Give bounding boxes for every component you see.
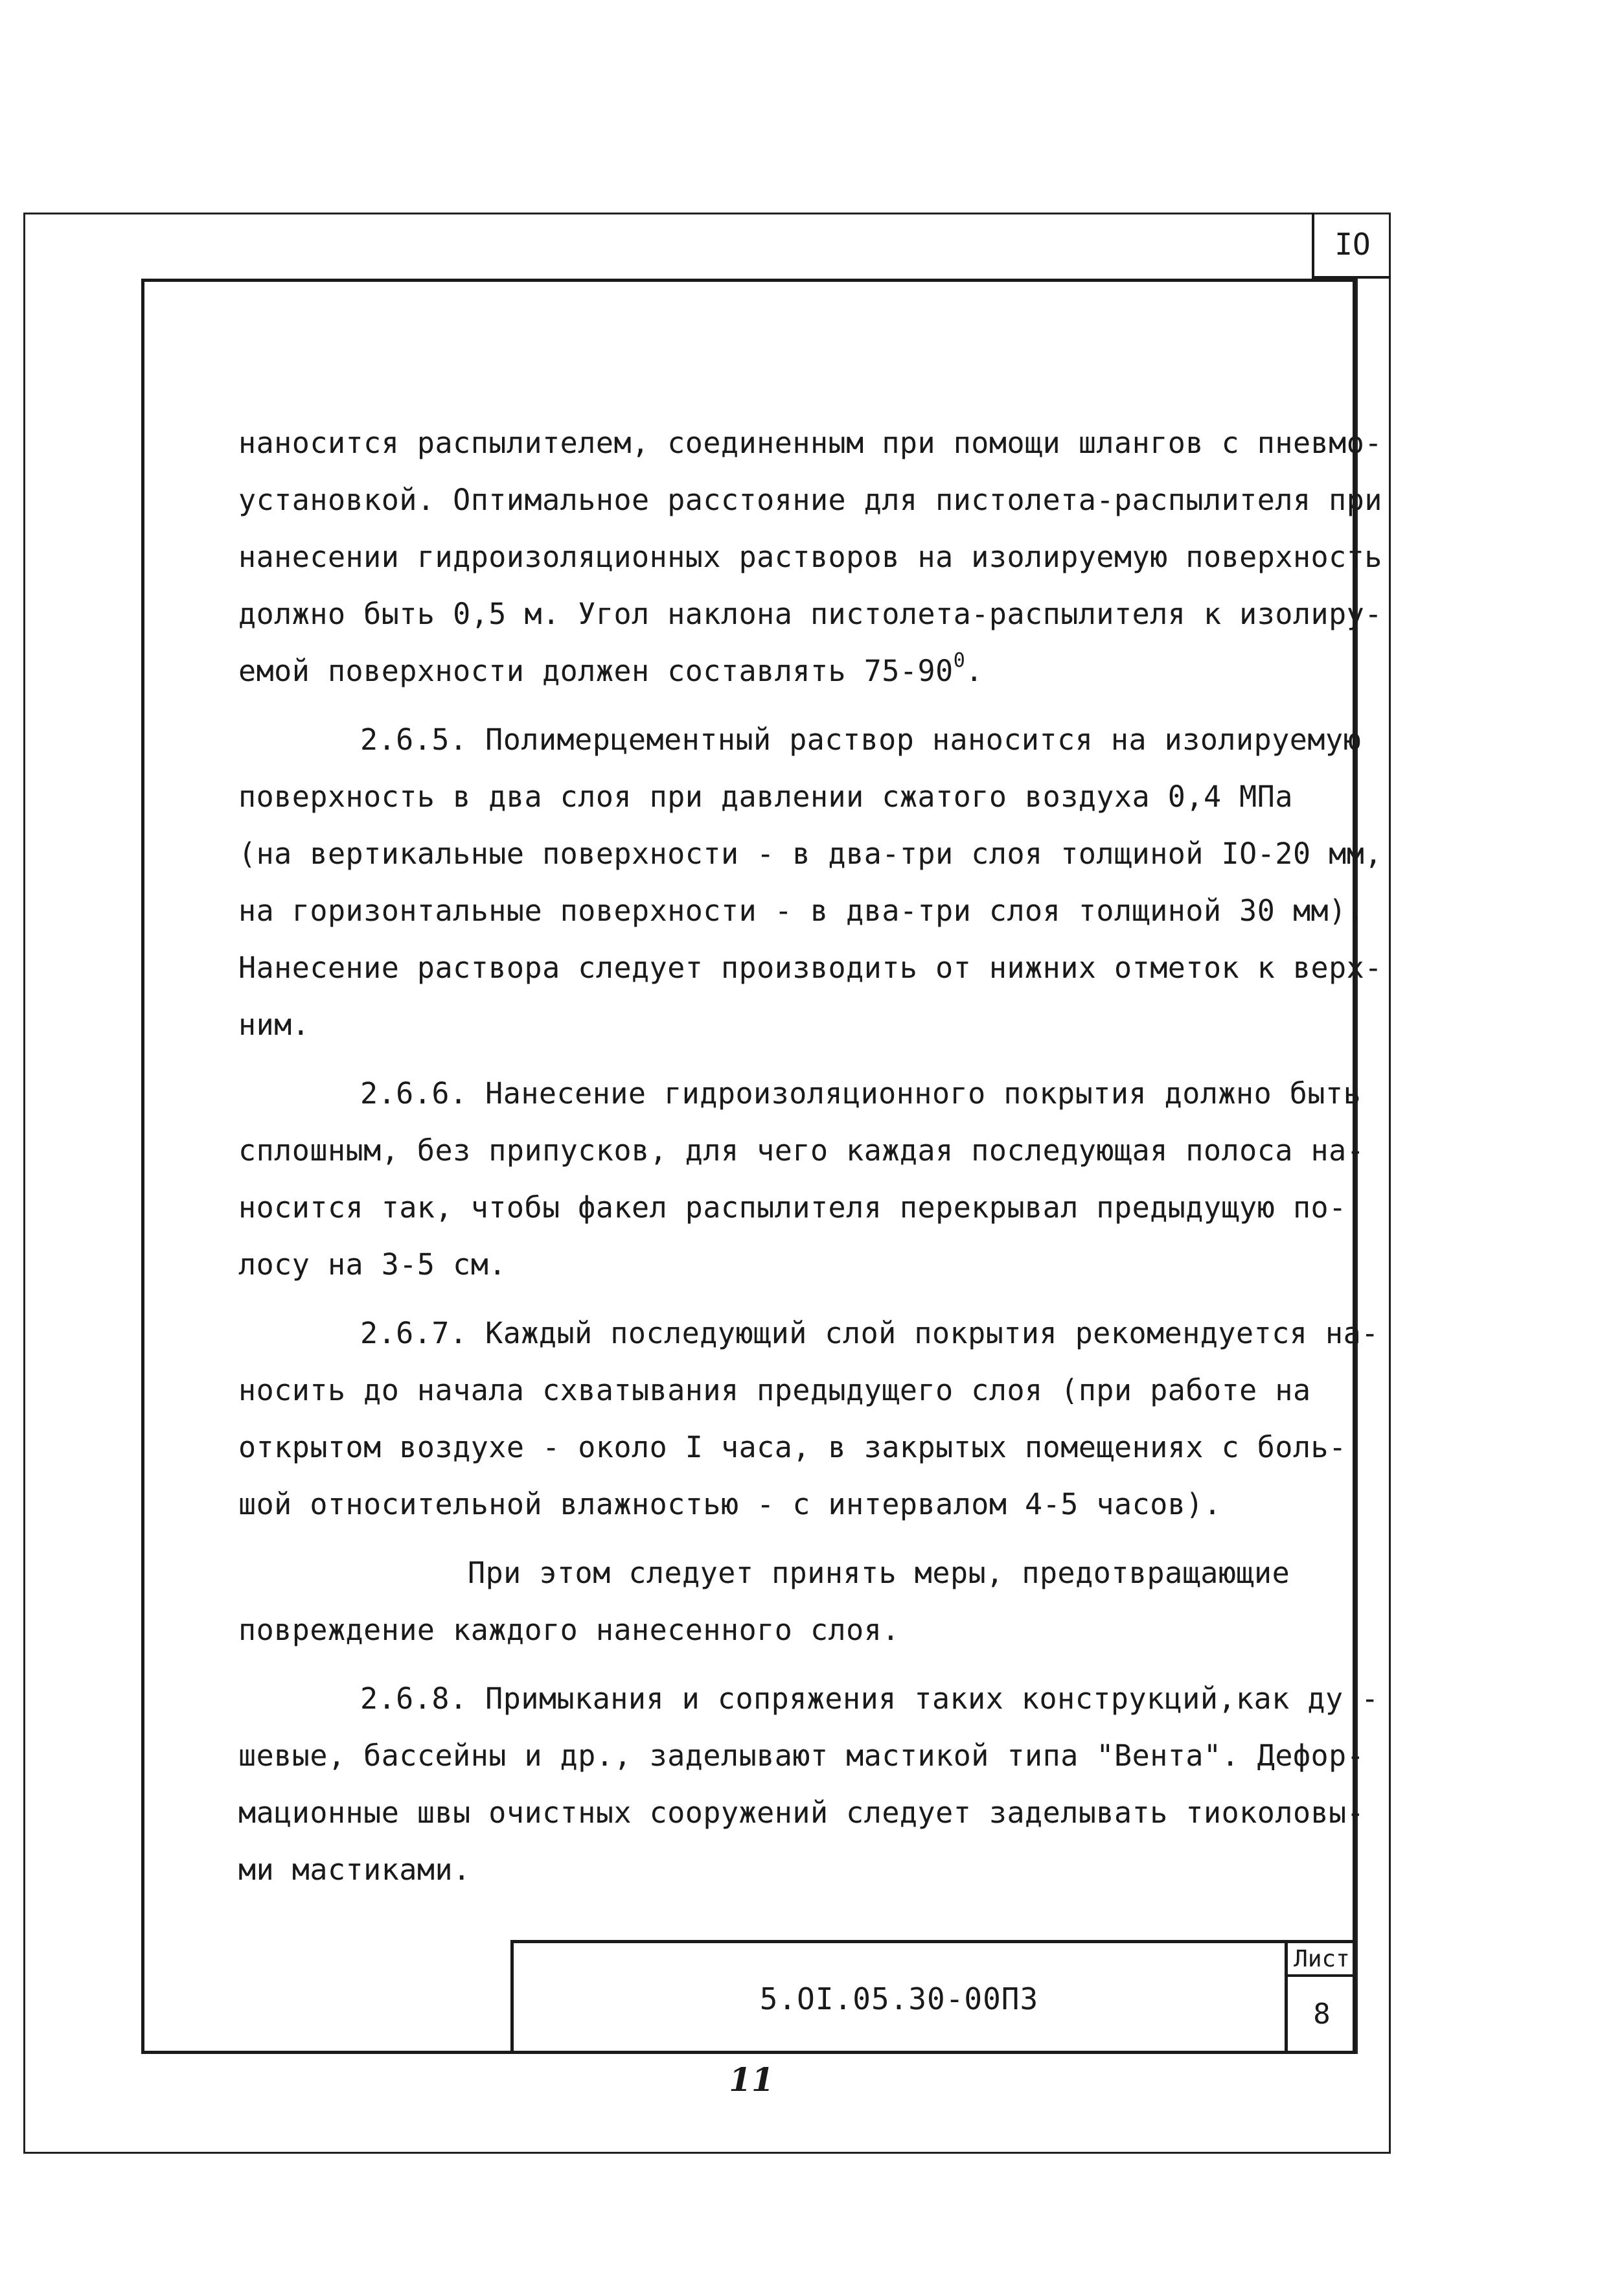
text-line: наносится распылителем, соединенным при помощи шлангов с пневмо-	[238, 426, 1382, 460]
text-segment: .	[965, 654, 983, 688]
text-line: шой относительной влажностью - с интервалом 4-5 часов).	[238, 1487, 1222, 1521]
title-block-stamp	[510, 1940, 1356, 2054]
text-line: мационные швы очистных сооружений следует заделывать тиоколовы-	[238, 1795, 1365, 1830]
text-line: нанесении гидроизоляционных растворов на изолируемую поверхность	[238, 540, 1382, 574]
text-line: лосу на 3-5 см.	[238, 1247, 507, 1282]
text-line: должно быть 0,5 м. Угол наклона пистолета-распылителя к изолиру-	[238, 597, 1382, 631]
text-line: носится так, чтобы факел распылителя перекрывал предыдущую по-	[238, 1190, 1347, 1225]
text-line: При этом следует принять меры, предотвращающие	[468, 1556, 1290, 1590]
text-line: шевые, бассейны и др., заделывают мастикой типа "Вента". Дефор-	[238, 1738, 1365, 1773]
text-line: повреждение каждого нанесенного слоя.	[238, 1613, 900, 1647]
handwritten-page-number: 11	[729, 2060, 774, 2099]
degree-superscript: 0	[953, 649, 966, 672]
sheet-label: Лист	[1288, 1943, 1356, 1977]
text-line: ним.	[238, 1008, 310, 1042]
text-line: на горизонтальные поверхности - в два-три слоя толщиной 30 мм).	[238, 894, 1365, 928]
sheet-number: 8	[1313, 1998, 1331, 2031]
text-line: ми мастиками.	[238, 1852, 471, 1887]
text-line: открытом воздухе - около I часа, в закрытых помещениях с боль-	[238, 1430, 1347, 1464]
document-code: 5.OI.05.30-00ПЗ	[759, 1981, 1039, 2016]
top-page-number: IO	[1312, 213, 1391, 279]
body-text	[238, 415, 1382, 1898]
text-line: поверхность в два слоя при давлении сжатого воздуха 0,4 МПа	[238, 779, 1293, 814]
paragraph-2-6-8: 2.6.8. Примыкания и сопряжения таких конструкций,как ду -	[360, 1681, 1379, 1716]
text-line: (на вертикальные поверхности - в два-три слоя толщиной IO-20 мм,	[238, 836, 1382, 871]
text-line: сплошным, без припусков, для чего каждая последующая полоса на-	[238, 1133, 1365, 1168]
text-line: установкой. Оптимальное расстояние для пистолета-распылителя при	[238, 483, 1382, 517]
text-segment: емой поверхности должен составлять 75-90	[238, 654, 954, 688]
sheet-cell	[1285, 1943, 1356, 2054]
text-line: носить до начала схватывания предыдущего слоя (при работе на	[238, 1373, 1311, 1407]
paragraph-2-6-6: 2.6.6. Нанесение гидроизоляционного покрытия должно быть	[360, 1076, 1362, 1111]
paragraph-2-6-5: 2.6.5. Полимерцементный раствор наносится на изолируемую	[360, 722, 1362, 757]
text-line: Нанесение раствора следует производить от нижних отметок к верх-	[238, 951, 1382, 985]
paragraph-2-6-7: 2.6.7. Каждый последующий слой покрытия рекомендуется на-	[360, 1316, 1379, 1350]
text-line	[238, 643, 1327, 700]
